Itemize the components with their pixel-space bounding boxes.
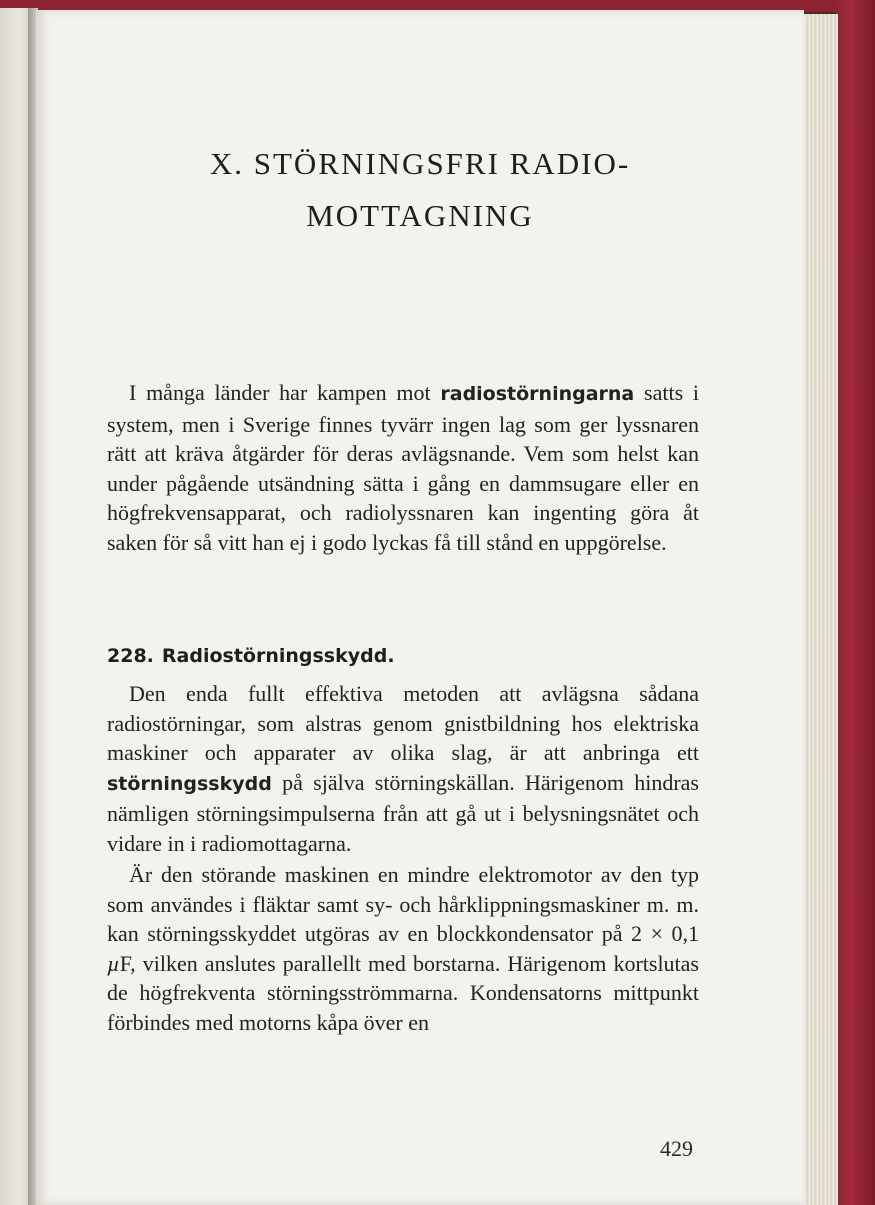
book-page [36, 10, 804, 1205]
section-title: Radiostörningsskydd. [161, 645, 395, 667]
intro-paragraph [107, 378, 699, 557]
body-text [107, 679, 699, 1037]
page-stack-edge [803, 14, 838, 1205]
chapter-title [36, 138, 804, 242]
intro-text-start: I många länder har kampen mot [129, 380, 441, 405]
page-number: 429 [660, 1136, 693, 1161]
chapter-title-line-2: MOTTAGNING [306, 198, 534, 233]
section-heading [107, 645, 395, 667]
para1-bold-term: störningsskydd [107, 772, 272, 795]
chapter-title-line-1: X. STÖRNINGSFRI RADIO- [209, 146, 631, 181]
para2-text-start: Är den störande maskinen en mindre elektromotor av den typ som användes i fläktar samt sy- och hårklippningsmaskiner m. m. kan störningsskyddet utgöras av en blockkondensator på 2 × 0,1 [107, 862, 699, 946]
body-paragraph-2 [107, 860, 699, 1037]
intro-bold-term: radiostörningarna [440, 383, 635, 405]
body-paragraph-1 [107, 679, 699, 858]
section-number: 228. [107, 645, 154, 667]
para2-text-end: F, vilken anslutes parallellt med borstarna. Härigenom kortslutas de högfrekventa störningsströmmarna. Kondensatorns mittpunkt förbindes med motorns kåpa över en [107, 950, 699, 1035]
para2-unit-mu: µ [107, 950, 120, 976]
intro-text-end: satts i system, men i Sverige finnes tyvärr ingen lag som ger lyssnaren rätt att kräva åtgärder för deras avlägsnande. Vem som helst kan under pågående utsändning sätta i gång en dammsugare eller en högfrekvensapparat, och radiolyssnaren kan ingenting göra åt saken för så vitt han ej i godo lyckas få till stånd en uppgörelse. [107, 380, 699, 555]
book-cover-edge [835, 0, 875, 1205]
para1-text-end: på själva störningskällan. Härigenom hindras nämligen störningsimpulserna från att gå ut i belysningsnätet och vidare in i radiomottagarna. [107, 769, 699, 856]
para1-text-start: Den enda fullt effektiva metoden att avlägsna sådana radiostörningar, som alstras genom gnistbildning hos elektriska maskiner och apparater av olika slag, är att anbringa ett [107, 681, 699, 765]
